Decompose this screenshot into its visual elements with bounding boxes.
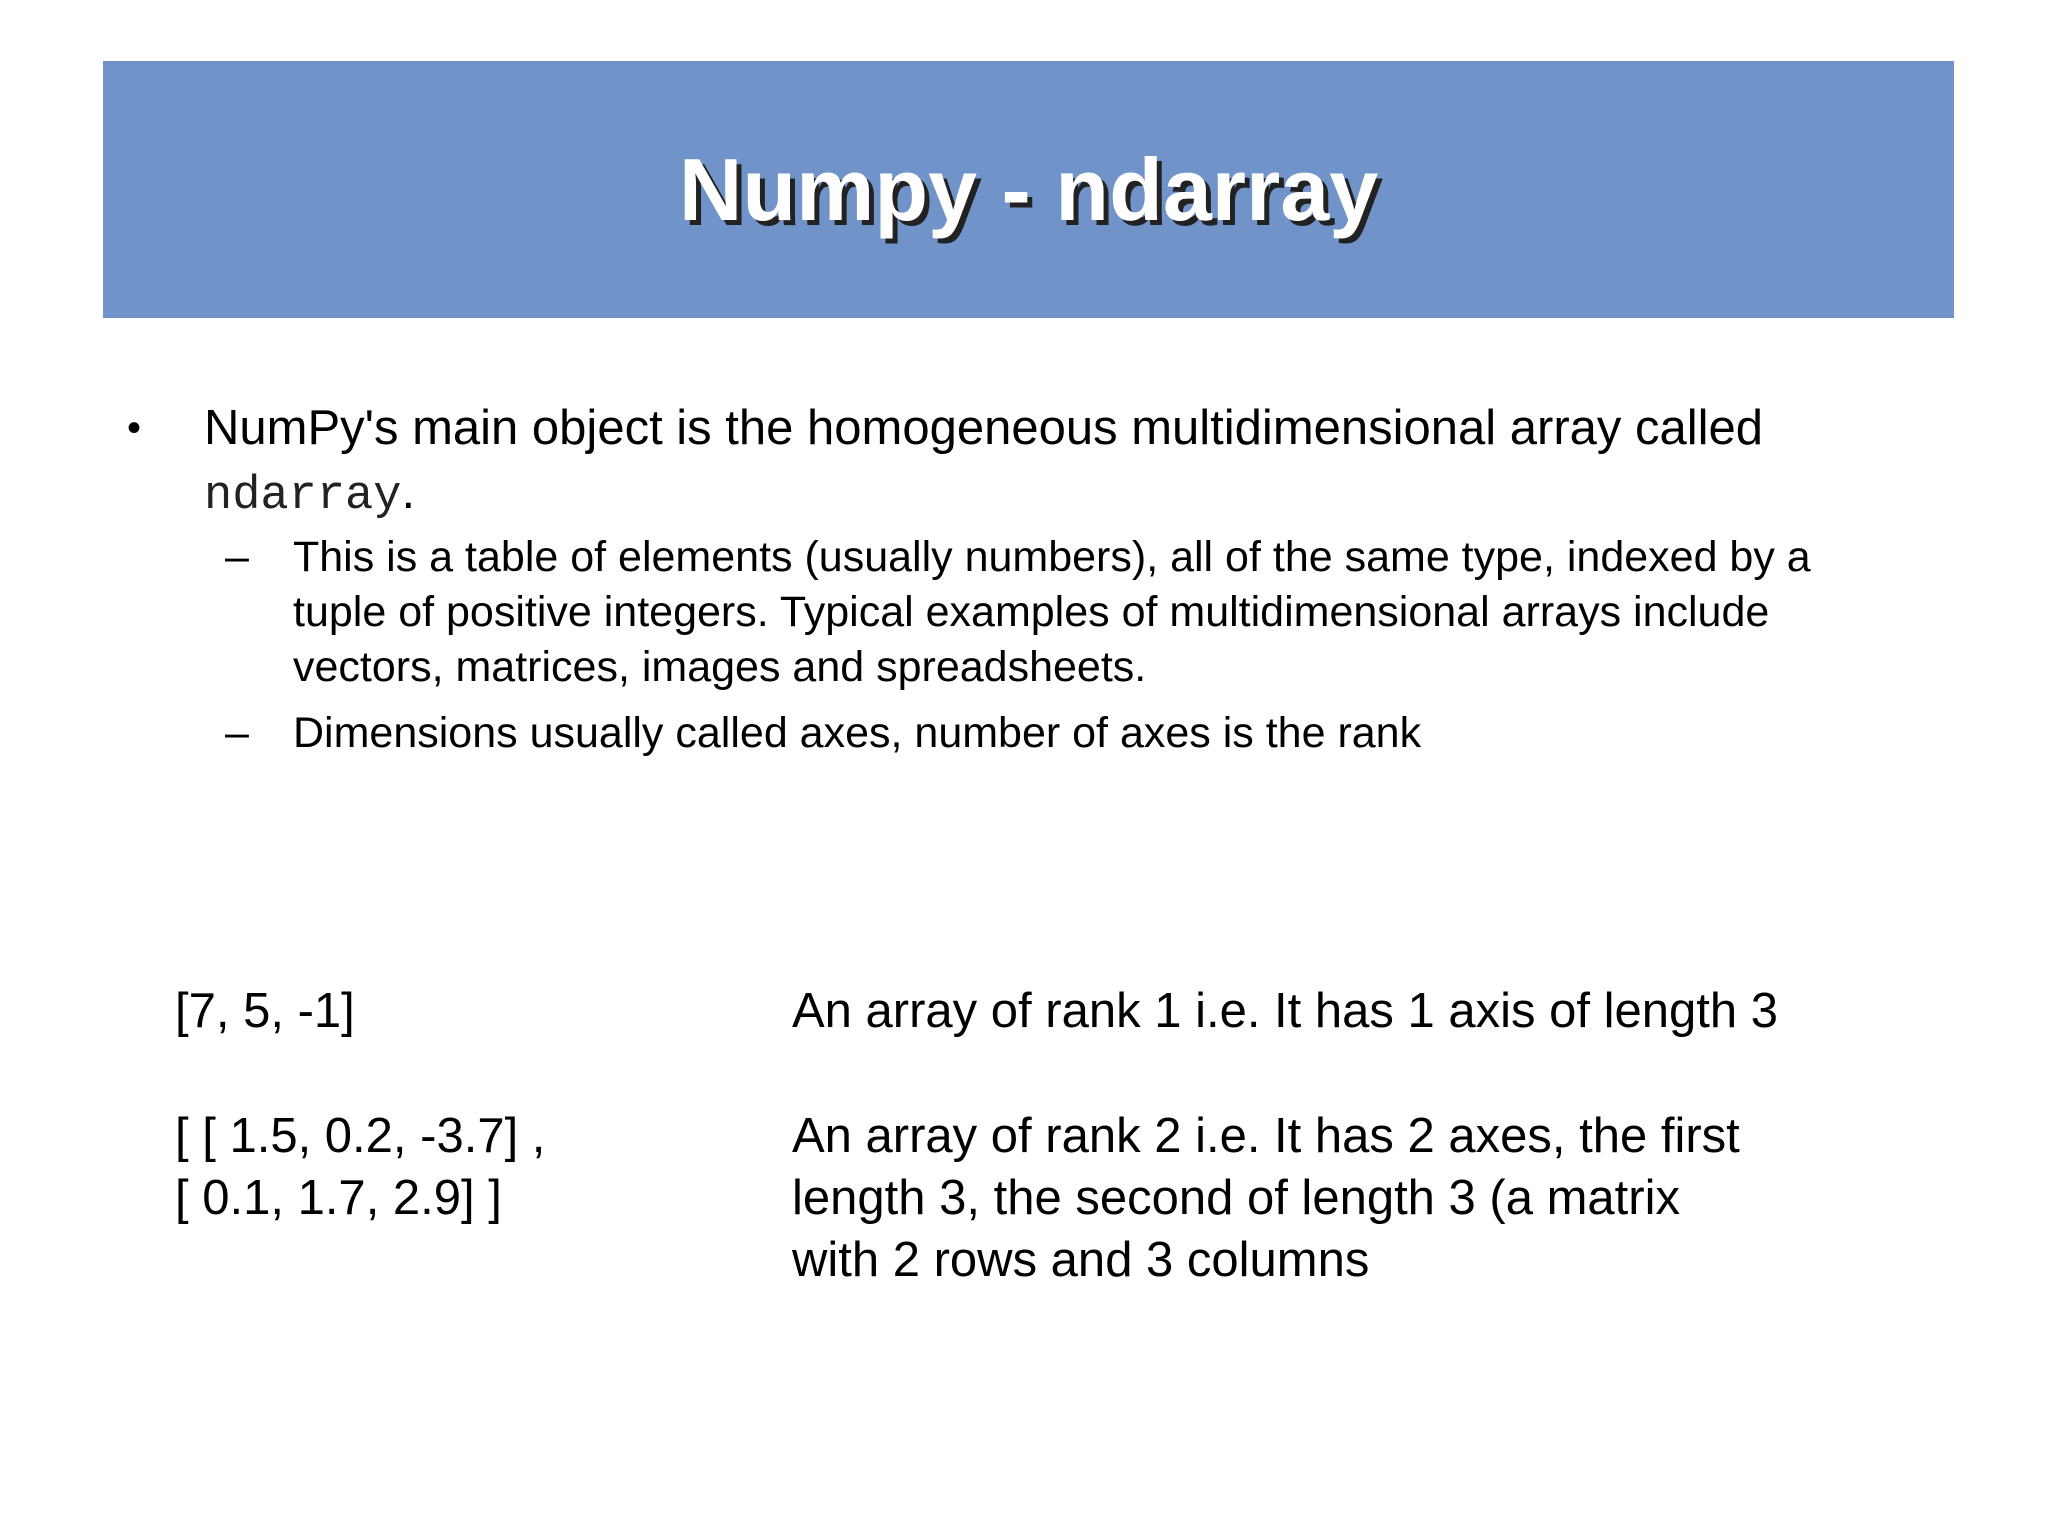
- bullet-suffix: .: [401, 465, 416, 519]
- bullet-icon: •: [127, 406, 142, 450]
- sub-bullet-line: Dimensions usually called axes, number of axes is the rank: [293, 709, 1422, 757]
- example-2-description: [792, 1105, 1942, 1291]
- example-desc-line: with 2 rows and 3 columns: [792, 1233, 1370, 1287]
- sub-bullet-list: [225, 530, 1925, 761]
- example-code-line: [ 0.1, 1.7, 2.9] ]: [175, 1171, 502, 1225]
- sub-bullet-item: [225, 530, 1925, 695]
- ndarray-code: ndarray: [204, 470, 402, 523]
- example-1-description: [792, 980, 1942, 1042]
- example-code-line: [ [ 1.5, 0.2, -3.7] ,: [175, 1109, 546, 1163]
- sub-bullet-line: vectors, matrices, images and spreadsheets.: [293, 643, 1147, 691]
- example-code-line: [7, 5, -1]: [175, 984, 355, 1038]
- example-desc-line: length 3, the second of length 3 (a matrix: [792, 1171, 1680, 1225]
- slide-title: Numpy - ndarray: [678, 139, 1379, 239]
- example-1-code: [175, 980, 355, 1042]
- sub-bullet-line: This is a table of elements (usually numbers), all of the same type, indexed by a: [293, 533, 1811, 581]
- example-desc-line: An array of rank 2 i.e. It has 2 axes, the first: [792, 1109, 1740, 1163]
- title-bar: [103, 61, 1954, 318]
- example-2-code: [175, 1105, 775, 1229]
- example-desc-line: An array of rank 1 i.e. It has 1 axis of length 3: [792, 984, 1778, 1038]
- sub-bullet-item: [225, 706, 1925, 761]
- main-bullet-text: [204, 396, 1904, 529]
- bullet-text: NumPy's main object is the homogeneous multidimensional array called: [204, 401, 1764, 455]
- sub-bullet-line: tuple of positive integers. Typical examples of multidimensional arrays include: [293, 588, 1770, 636]
- dash-icon: –: [225, 709, 249, 757]
- dash-icon: –: [225, 533, 249, 581]
